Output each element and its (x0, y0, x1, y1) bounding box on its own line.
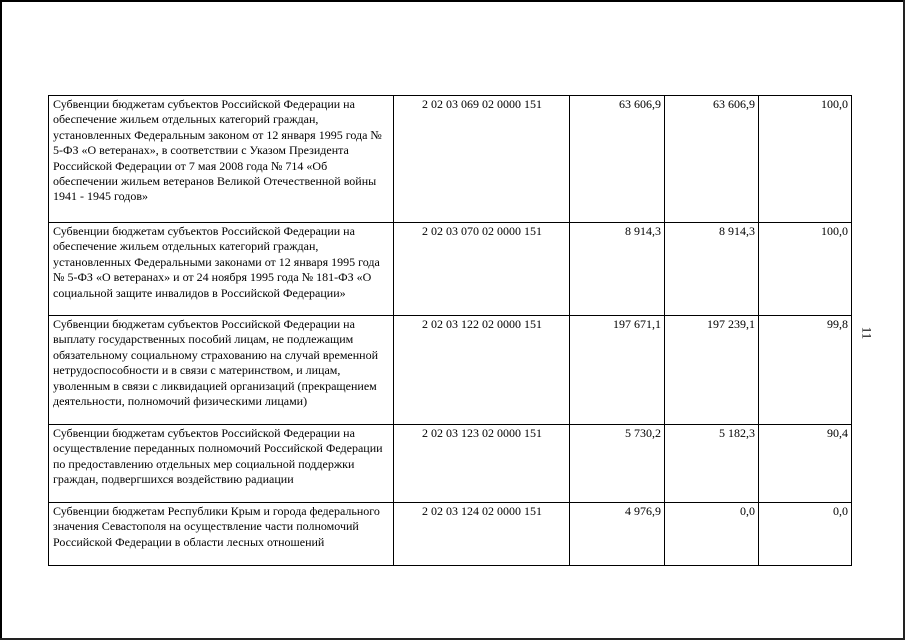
row-percent: 90,4 (759, 425, 852, 503)
row-planned-amount: 4 976,9 (570, 503, 665, 566)
page-border-left (0, 0, 2, 640)
row-planned-amount: 197 671,1 (570, 316, 665, 425)
table-row (49, 503, 852, 566)
row-actual-amount: 5 182,3 (665, 425, 759, 503)
row-budget-code: 2 02 03 069 02 0000 151 (394, 96, 570, 223)
row-planned-amount: 63 606,9 (570, 96, 665, 223)
row-percent: 100,0 (759, 96, 852, 223)
page-number: 11 (859, 326, 875, 340)
row-budget-code: 2 02 03 122 02 0000 151 (394, 316, 570, 425)
row-actual-amount: 0,0 (665, 503, 759, 566)
row-description: Субвенции бюджетам субъектов Российской Федерации на обеспечение жильем отдельных категорий граждан, установленных Федеральным законом от 12 января 1995 года № 5-ФЗ «О ветеранах», в соответствии с Указом Президента Российской Федерации от 7 мая 2008 года № 714 «Об обеспечении жильем ветеранов Великой Отечественной войны 1941 - 1945 годов» (49, 96, 394, 223)
table-row (49, 223, 852, 316)
row-budget-code: 2 02 03 124 02 0000 151 (394, 503, 570, 566)
page-border-top (0, 0, 905, 2)
row-budget-code: 2 02 03 070 02 0000 151 (394, 223, 570, 316)
table-row (49, 316, 852, 425)
row-actual-amount: 8 914,3 (665, 223, 759, 316)
row-percent: 0,0 (759, 503, 852, 566)
row-planned-amount: 5 730,2 (570, 425, 665, 503)
row-actual-amount: 63 606,9 (665, 96, 759, 223)
row-percent: 99,8 (759, 316, 852, 425)
row-description: Субвенции бюджетам Республики Крым и города федерального значения Севастополя на осуществление части полномочий Российской Федерации в области лесных отношений (49, 503, 394, 566)
row-description: Субвенции бюджетам субъектов Российской Федерации на выплату государственных пособий лицам, не подлежащим обязательному социальному страхованию на случай временной нетрудоспособности и в связи с материнством, и лицам, уволенным в связи с ликвидацией организаций (прекращением деятельности, полномочий физическими лицами) (49, 316, 394, 425)
budget-table (48, 95, 852, 566)
row-actual-amount: 197 239,1 (665, 316, 759, 425)
row-description: Субвенции бюджетам субъектов Российской Федерации на обеспечение жильем отдельных категорий граждан, установленных Федеральными законами от 12 января 1995 года № 5-ФЗ «О ветеранах» и от 24 ноября 1995 года № 181-ФЗ «О социальной защите инвалидов в Российской Федерации» (49, 223, 394, 316)
row-budget-code: 2 02 03 123 02 0000 151 (394, 425, 570, 503)
row-planned-amount: 8 914,3 (570, 223, 665, 316)
table-row (49, 96, 852, 223)
row-percent: 100,0 (759, 223, 852, 316)
row-description: Субвенции бюджетам субъектов Российской Федерации на осуществление переданных полномочий Российской Федерации по предоставлению отдельных мер социальной поддержки граждан, подвергшихся воздействию радиации (49, 425, 394, 503)
table-row (49, 425, 852, 503)
